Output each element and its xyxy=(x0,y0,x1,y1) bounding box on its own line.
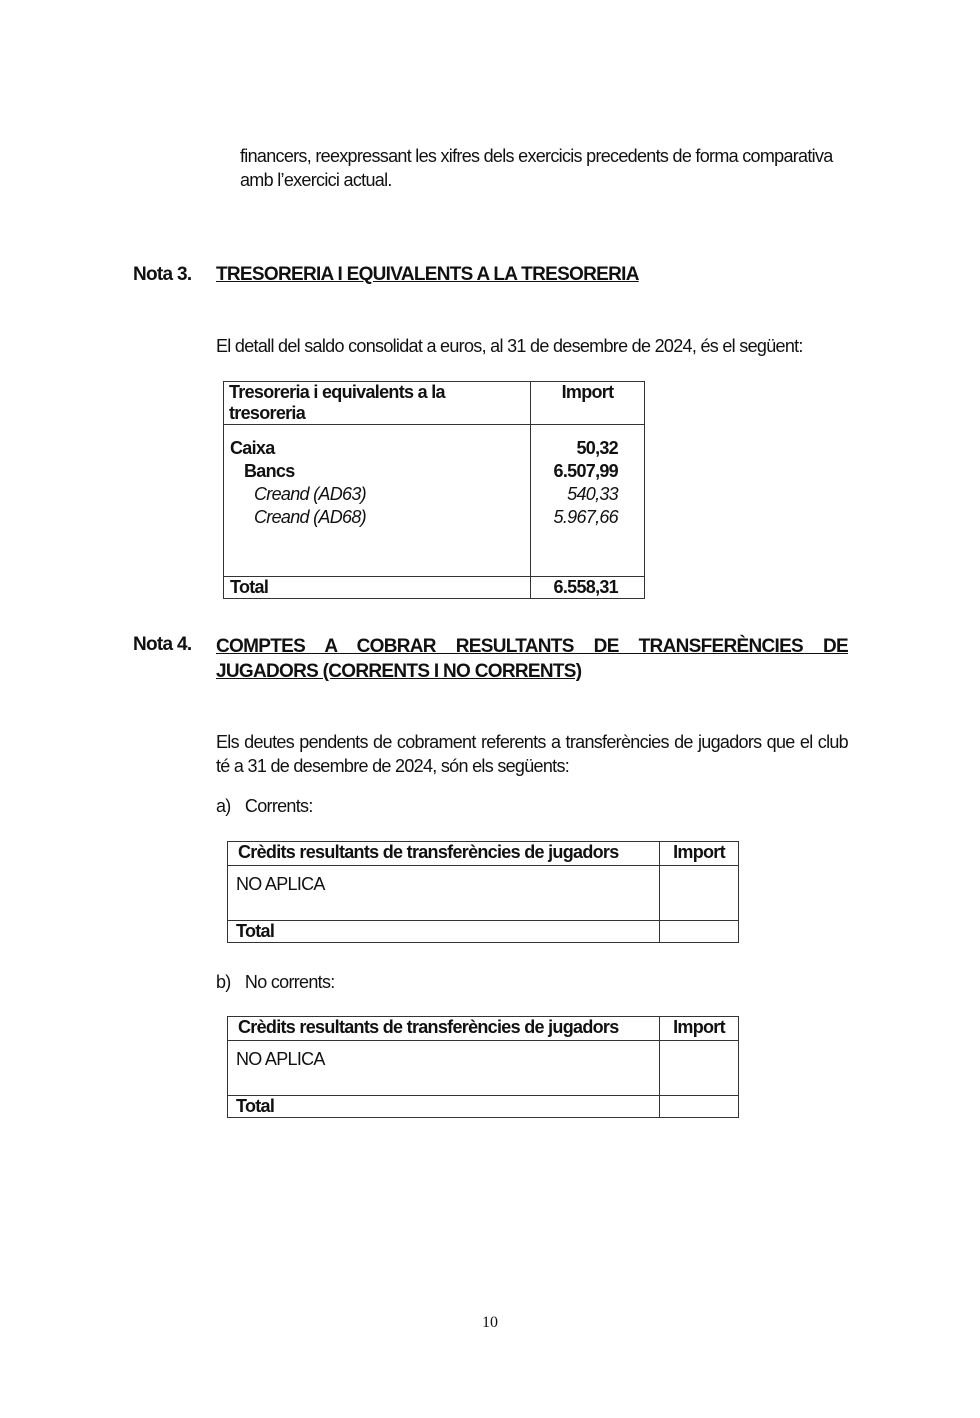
intro-paragraph xyxy=(240,144,833,192)
total-label: Total xyxy=(224,577,531,599)
total-label: Total xyxy=(228,1096,660,1118)
row-value xyxy=(660,866,739,921)
no-corrents-table xyxy=(227,1016,739,1118)
nota3-label: Nota 3. xyxy=(133,264,192,285)
subsection-title: No corrents: xyxy=(244,972,335,992)
header-concept: Tresoreria i equivalents a la tresoreria xyxy=(224,382,531,425)
subsection-b xyxy=(216,972,335,993)
row-label: Bancs xyxy=(244,461,295,481)
subsection-title: Corrents: xyxy=(244,796,313,816)
row-value xyxy=(660,1041,739,1096)
row-label: Creand (AD63) xyxy=(254,484,366,504)
total-value xyxy=(660,921,739,943)
row-label: Creand (AD68) xyxy=(254,507,366,527)
subsection-a xyxy=(216,796,313,817)
text-line: té a 31 de desembre de 2024, són els següents: xyxy=(216,756,570,776)
nota4-text xyxy=(216,730,848,778)
header-import: Import xyxy=(660,842,739,866)
corrents-table xyxy=(227,841,739,943)
row-label: Caixa xyxy=(230,438,275,458)
header-concept: Crèdits resultants de transferències de jugadors xyxy=(228,1017,660,1041)
row-value: 50,32 xyxy=(576,438,618,458)
text-line: Els deutes pendents de cobrament referents a transferències de jugadors que el club xyxy=(216,732,848,752)
nota4-title xyxy=(216,634,848,684)
header-import: Import xyxy=(660,1017,739,1041)
title-line: JUGADORS (CORRENTS I NO CORRENTS) xyxy=(216,661,582,682)
nota4-label: Nota 4. xyxy=(133,634,192,655)
row-value: 540,33 xyxy=(567,484,618,504)
total-value: 6.558,31 xyxy=(531,577,645,599)
nota3-text: El detall del saldo consolidat a euros, al 31 de desembre de 2024, és el següent: xyxy=(216,336,803,356)
row-value: 5.967,66 xyxy=(553,507,618,527)
row-value: 6.507,99 xyxy=(553,461,618,481)
tresoreria-table xyxy=(223,381,645,599)
header-import: Import xyxy=(531,382,645,425)
row-label: NO APLICA xyxy=(228,866,660,921)
header-concept: Crèdits resultants de transferències de jugadors xyxy=(228,842,660,866)
page-number: 10 xyxy=(482,1314,498,1331)
nota3-title: TRESORERIA I EQUIVALENTS A LA TRESORERIA xyxy=(216,264,639,285)
subsection-marker: a) xyxy=(216,796,231,816)
intro-line: financers, reexpressant les xifres dels exercicis precedents de forma comparativa xyxy=(240,146,833,166)
title-line: COMPTES A COBRAR RESULTANTS DE TRANSFERÈNCIES DE xyxy=(216,636,848,657)
subsection-marker: b) xyxy=(216,972,231,992)
total-value xyxy=(660,1096,739,1118)
row-label: NO APLICA xyxy=(228,1041,660,1096)
intro-line: amb l’exercici actual. xyxy=(240,170,392,190)
total-label: Total xyxy=(228,921,660,943)
